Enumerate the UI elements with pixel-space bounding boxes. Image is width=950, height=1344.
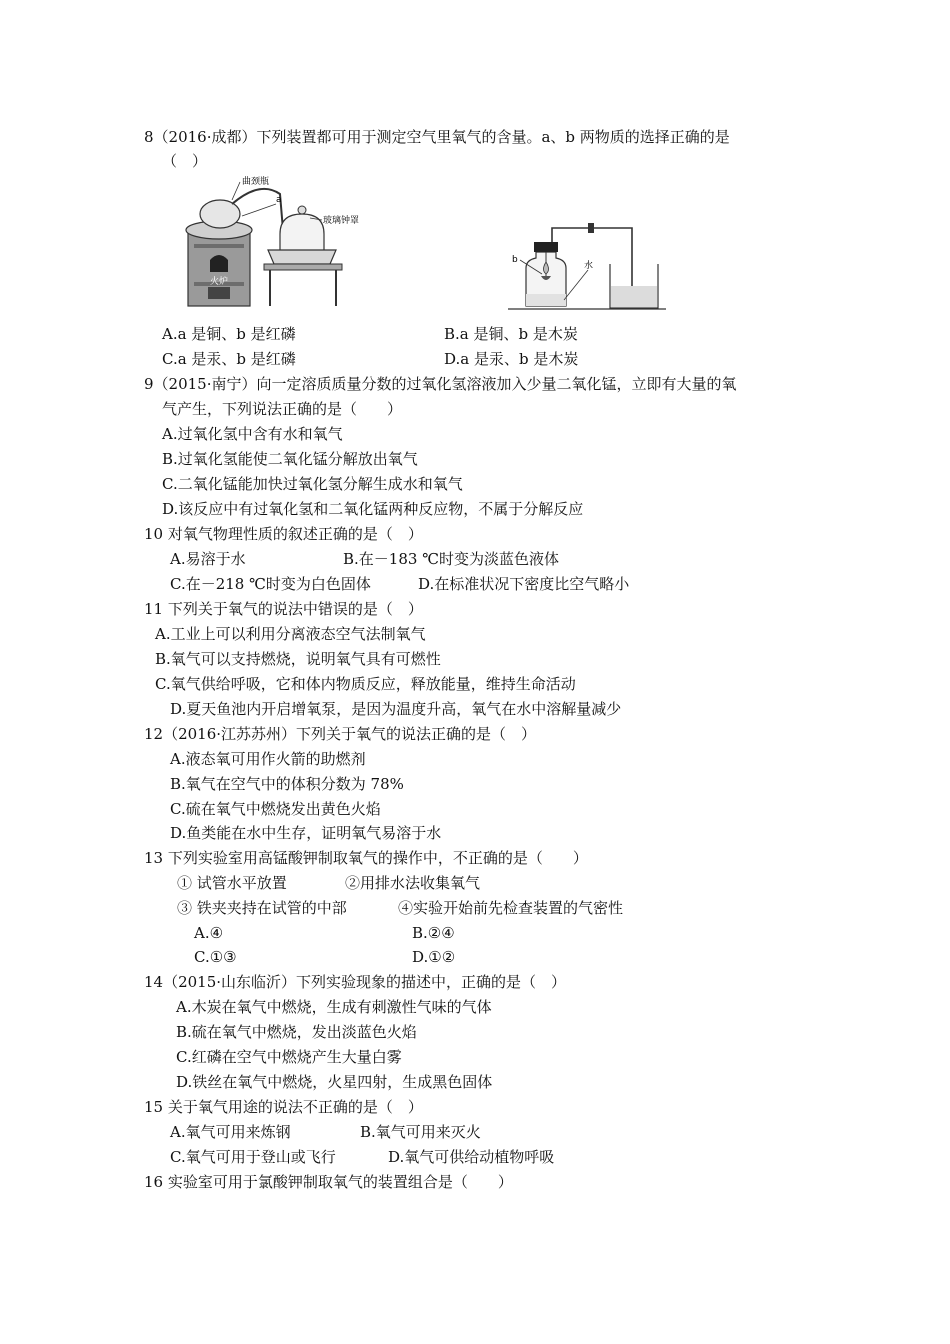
label-flask: 曲颈瓶	[242, 177, 270, 187]
q13-option-b: B.②④	[412, 924, 455, 942]
q10-option-c: C.在－218 ℃时变为白色固体	[170, 575, 371, 593]
q15-option-a: A.氧气可用来炼钢	[170, 1123, 291, 1141]
q14-stem: 14（2015·山东临沂）下列实验现象的描述中，正确的是（ ）	[144, 973, 567, 991]
q13-item-2: ②用排水法收集氧气	[345, 874, 481, 892]
q13-option-a: A.④	[194, 924, 224, 942]
q9-option-c: C.二氧化锰能加快过氧化氢分解生成水和氧气	[162, 475, 463, 493]
label-furnace: 火炉	[209, 277, 229, 287]
q13-item-3: ③ 铁夹夹持在试管的中部	[177, 899, 347, 917]
q8-option-c: C.a 是汞、b 是红磷	[162, 350, 296, 368]
q12-option-c: C.硫在氧气中燃烧发出黄色火焰	[170, 800, 381, 818]
q8-stem-cont: （ ）	[162, 152, 208, 170]
figure-phosphorus-apparatus	[508, 216, 668, 312]
q15-option-b: B.氧气可用来灭火	[360, 1123, 481, 1141]
q12-option-d: D.鱼类能在水中生存，证明氧气易溶于水	[170, 824, 442, 842]
label-a: a	[276, 195, 282, 205]
q8-option-d: D.a 是汞、b 是木炭	[444, 350, 579, 368]
q9-option-a: A.过氧化氢中含有水和氧气	[162, 425, 343, 443]
q11-option-c: C.氧气供给呼吸，它和体内物质反应，释放能量，维持生命活动	[155, 675, 576, 693]
q12-option-b: B.氧气在空气中的体积分数为 78%	[170, 775, 404, 793]
q14-option-d: D.铁丝在氧气中燃烧，火星四射，生成黑色固体	[176, 1073, 493, 1091]
q9-option-b: B.过氧化氢能使二氧化锰分解放出氧气	[162, 450, 418, 468]
q11-option-b: B.氧气可以支持燃烧，说明氧气具有可燃性	[155, 650, 441, 668]
q8-option-a: A.a 是铜、b 是红磷	[162, 325, 296, 343]
q9-stem: 9（2015·南宁）向一定溶质质量分数的过氧化氢溶液加入少量二氧化锰，立即有大量的氧	[144, 375, 737, 393]
q13-stem: 13 下列实验室用高锰酸钾制取氧气的操作中，不正确的是（ ）	[144, 849, 588, 867]
q16-stem: 16 实验室可用于氯酸钾制取氧气的装置组合是（ ）	[144, 1173, 513, 1191]
q9-stem-cont: 气产生，下列说法正确的是（ ）	[162, 400, 403, 418]
q13-option-c: C.①③	[194, 948, 237, 966]
q14-option-b: B.硫在氧气中燃烧，发出淡蓝色火焰	[176, 1023, 417, 1041]
q13-item-1: ① 试管水平放置	[177, 874, 287, 892]
q12-stem: 12（2016·江苏苏州）下列关于氧气的说法正确的是（ ）	[144, 725, 537, 743]
q8-stem: 8（2016·成都）下列装置都可用于测定空气里氧气的含量。a、b 两物质的选择正确的是	[144, 128, 730, 146]
q13-option-d: D.①②	[412, 948, 456, 966]
label-b: b	[512, 255, 518, 265]
q14-option-c: C.红磷在空气中燃烧产生大量白雾	[176, 1048, 402, 1066]
q11-option-a: A.工业上可以利用分离液态空气法制氧气	[155, 625, 426, 643]
q11-option-d: D.夏天鱼池内开启增氧泵，是因为温度升高，氧气在水中溶解量减少	[170, 700, 622, 718]
q15-option-d: D.氧气可供给动植物呼吸	[388, 1148, 555, 1166]
q15-option-c: C.氧气可用于登山或飞行	[170, 1148, 336, 1166]
q10-option-a: A.易溶于水	[170, 550, 246, 568]
label-water: 水	[584, 261, 594, 271]
q13-item-4: ④实验开始前先检查装置的气密性	[398, 899, 624, 917]
q10-option-d: D.在标准状况下密度比空气略小	[418, 575, 630, 593]
q11-stem: 11 下列关于氧气的说法中错误的是（ ）	[144, 600, 423, 618]
q10-stem: 10 对氧气物理性质的叙述正确的是（ ）	[144, 525, 423, 543]
q10-option-b: B.在－183 ℃时变为淡蓝色液体	[343, 550, 559, 568]
q9-option-d: D.该反应中有过氧化氢和二氧化锰两种反应物，不属于分解反应	[162, 500, 584, 518]
q8-option-b: B.a 是铜、b 是木炭	[444, 325, 578, 343]
figure-lavoisier-apparatus	[180, 172, 360, 312]
q14-option-a: A.木炭在氧气中燃烧，生成有刺激性气味的气体	[176, 998, 492, 1016]
q12-option-a: A.液态氧可用作火箭的助燃剂	[170, 750, 366, 768]
label-bell-jar: 玻璃钟罩	[323, 216, 360, 226]
q15-stem: 15 关于氧气用途的说法不正确的是（ ）	[144, 1098, 423, 1116]
